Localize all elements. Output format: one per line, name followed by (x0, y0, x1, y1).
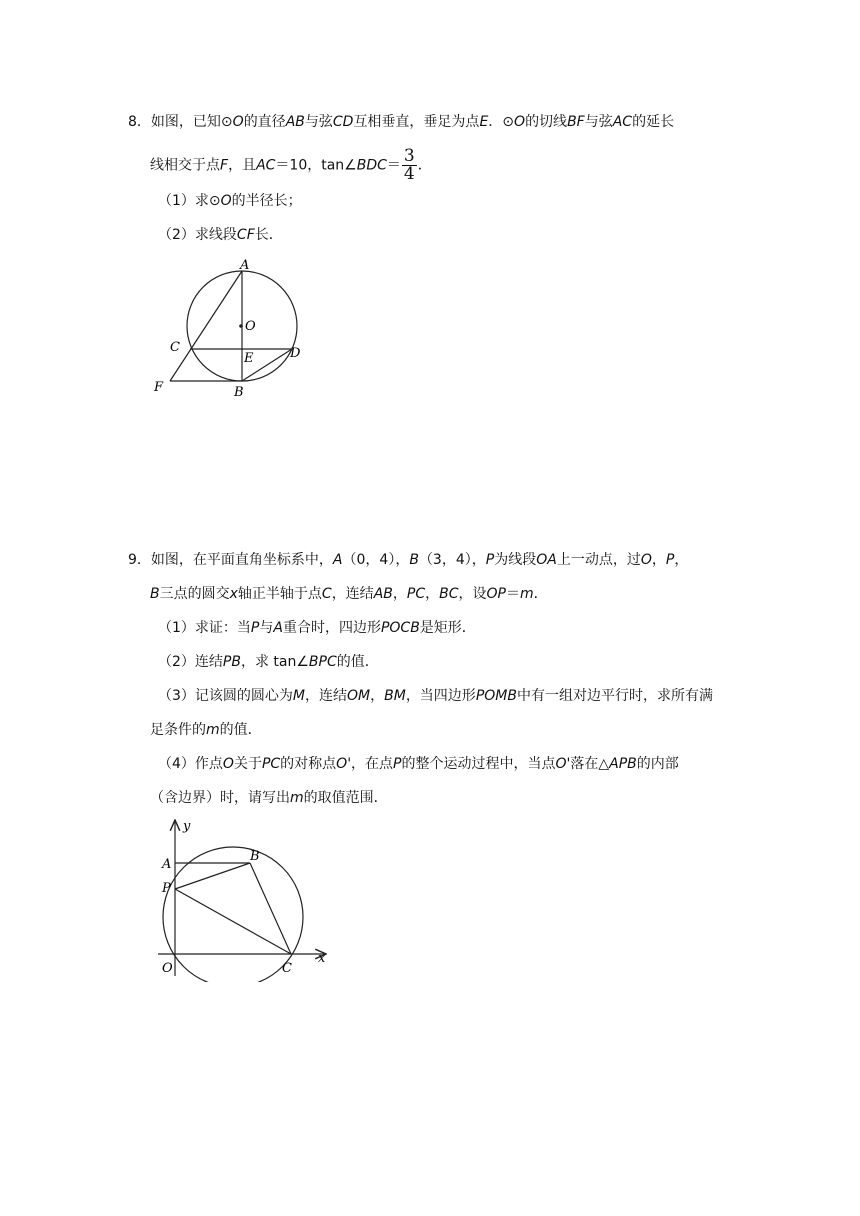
q9-segment-pc (175, 889, 291, 954)
q9-figure (150, 812, 350, 982)
q8-label-a: A (240, 258, 250, 273)
q9-label-c: C (282, 961, 292, 976)
q8-figure (140, 255, 320, 405)
q8-label-o: O (245, 319, 256, 334)
q9-label-p: P (162, 881, 171, 896)
q9-line-1: 9．如图，在平面直角坐标系中，A（0，4），B（3，4），P为线段OA上一动点，过O，P， (128, 552, 689, 568)
q9-label-x: x (318, 951, 326, 966)
fraction-three-quarters: $\frac{3}{4}$ (403, 146, 415, 184)
q8-label-e: E (244, 351, 254, 366)
q8-center-dot (239, 324, 243, 328)
q9-sub-3-cont: 足条件的m的值． (150, 722, 262, 738)
q9-label-a: A (162, 857, 172, 872)
q9-sub-2: （2）连结PB，求 tan∠BPC的值． (158, 654, 379, 670)
q8-line-1: 8．如图，已知⊙O的直径AB与弦CD互相垂直，垂足为点E．⊙O的切线BF与弦AC的延长 (128, 114, 675, 130)
q8-label-f: F (154, 380, 164, 395)
q9-sub-4-cont: （含边界）时，请写出m的取值范围． (150, 790, 388, 806)
q8-label-d: D (290, 346, 301, 361)
q8-line-af (170, 271, 242, 381)
q9-sub-4: （4）作点O关于PC的对称点O'，在点P的整个运动过程中，当点O'落在△APB的内部 (158, 756, 679, 772)
q9-label-o: O (162, 961, 173, 976)
q9-sub-1: （1）求证：当P与A重合时，四边形POCB是矩形． (158, 620, 476, 636)
q8-label-c: C (170, 340, 180, 355)
q9-segment-bc (250, 863, 291, 954)
q9-sub-3: （3）记该圆的圆心为M，连结OM，BM，当四边形POMB中有一组对边平行时，求所有满 (158, 688, 713, 704)
q8-label-b: B (234, 385, 244, 400)
q9-label-y: y (183, 819, 191, 834)
q8-line-2: 线相交于点F，且AC＝10，tan∠BDC＝ $\frac{3}{4}$ ． (150, 146, 432, 184)
q9-line-2: B三点的圆交x轴正半轴于点C，连结AB，PC，BC，设OP＝m． (150, 586, 548, 602)
q9-segment-pb (175, 863, 250, 889)
q9-label-b: B (250, 849, 260, 864)
q8-sub-1: （1）求⊙O的半径长； (158, 193, 302, 209)
q8-sub-2: （2）求线段CF长． (158, 227, 283, 243)
